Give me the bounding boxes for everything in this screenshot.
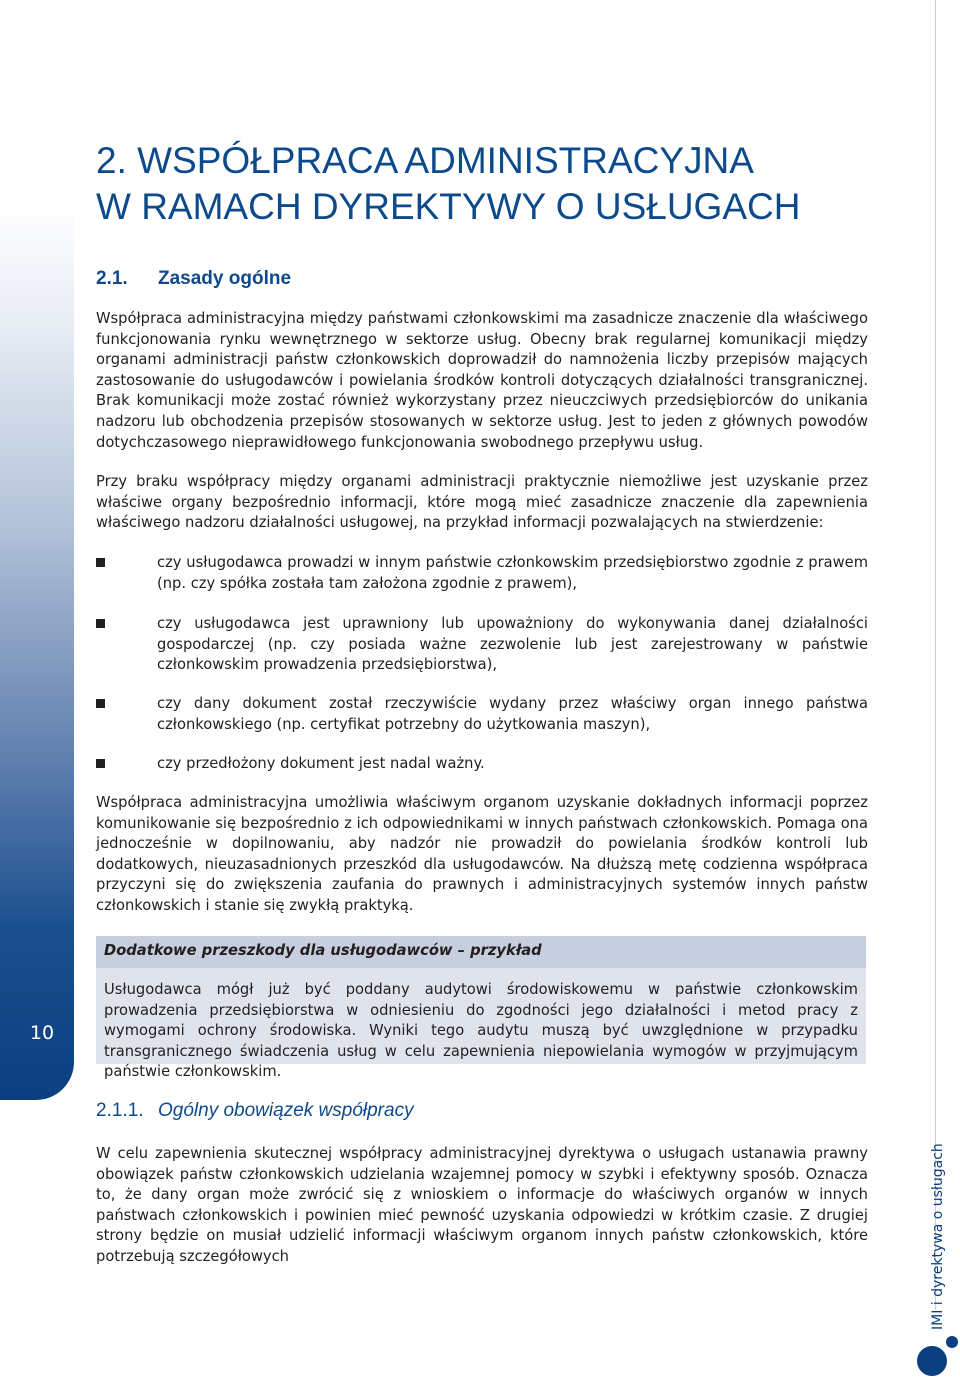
section-heading [96,268,291,290]
subsection-number: 2.1.1. [96,1100,144,1121]
list-item-text: czy usługodawca prowadzi w innym państwie członkowskim przedsiębiorstwo zgodnie z prawem (np. czy spółka została tam założona zgodnie z prawem), [157,554,868,592]
bullet-square-icon [96,619,105,628]
chapter-title-line-1: 2. WSPÓŁPRACA ADMINISTRACYJNA [96,140,754,181]
context-paragraph: Przy braku współpracy między organami administracji praktycznie niemożliwe jest uzyskanie przez właściwe organy bezpośrednio informacji, które mogą mieć zasadnicze znaczenie dla zapewnienia właściwego nadzoru działalności usługowej, na przykład informacji pozwalających na stwierdzenie: [96,473,868,532]
bullet-square-icon [96,558,105,567]
list-item-text: czy przedłożony dokument jest nadal ważny. [157,755,485,772]
chapter-title-line-2: W RAMACH DYREKTYWY O USŁUGACH [96,186,801,227]
page-number: 10 [29,1022,55,1044]
footer-dot-large-icon [917,1346,947,1376]
bullet-square-icon [96,699,105,708]
list-item-text: czy dany dokument został rzeczywiście wydany przez właściwy organ innego państwa członkowskiego (np. certyfikat potrzebny do użytkowania maszyn), [157,695,868,733]
section-number: 2.1. [96,268,128,289]
list-item-text: czy usługodawca jest uprawniony lub upoważniony do wykonywania danej działalności gospodarczej (np. czy posiada ważne zezwolenie lub jest zarejestrowany w państwie członkowskim prowadzenia przedsiębiorstwa), [157,615,868,674]
bullet-square-icon [96,759,105,768]
example-box-title: Dodatkowe przeszkody dla usługodawców – przykład [104,942,542,959]
footer-dot-small-icon [946,1336,958,1348]
example-box [96,936,866,1081]
closing-paragraph: Współpraca administracyjna umożliwia właściwym organom uzyskanie dokładnych informacji poprzez komunikowanie się bezpośrednio z ich odpowiednikami w innych państwach członkowskich. Pomaga ona jednocześnie w dopilnowaniu, aby nadzór nie prowadził do powielania środków kontroli lub dodatkowych, nieuzasadnionych przeszkód dla usługodawców. Na dłuższą metę codzienna współpraca przyczyni się do zwiększenia zaufania do prawnych i administracyjnych systemów innych państw członkowskich i stanie się zwykłą praktyką. [96,794,868,914]
running-footer: IMI i dyrektywa o usługach [930,1143,946,1330]
section-title: Zasady ogólne [158,268,292,289]
chapter-title [96,138,800,230]
page-side-band [0,0,74,1100]
intro-paragraph: Współpraca administracyjna między państwami członkowskimi ma zasadnicze znaczenie dla właściwego funkcjonowania rynku wewnętrznego w sektorze usług. Obecny brak regularnej komunikacji między organami administracji państw członkowskich doprowadził do namnożenia liczby przepisów mających zastosowanie do usługodawców i powielania środków kontroli dotyczących działalności transgranicznej. Brak komunikacji może zostać również wykorzystany przez nieuczciwych przedsiębiorców do unikania nadzoru lub obchodzenia przepisów stosowanych w sektorze usług. Jest to jeden z głównych powodów dotychczasowego nieprawidłowego funkcjonowania swobodnego przepływu usług. [96,310,868,451]
subsection-title: Ogólny obowiązek współpracy [158,1100,414,1121]
margin-rule [935,0,936,1310]
example-box-header [96,936,866,968]
subsection-paragraph: W celu zapewnienia skutecznej współpracy administracyjnej dyrektywa o usługach ustanawia prawny obowiązek państw członkowskich udzielania wzajemnej pomocy w szybki i efektywny sposób. Oznacza to, że dany organ może zwrócić się z wnioskiem o informacje do właściwych organów w innych państwach członkowskich i powinien mieć pewność uzyskania odpowiedzi w krótkim czasie. Z drugiej strony będzie on musiał udzielić informacji właściwym organom innych państw członkowskich, które potrzebują szczegółowych [96,1145,868,1265]
subsection-heading [96,1100,414,1122]
example-box-body: Usługodawca mógł już być poddany audytowi środowiskowemu w państwie członkowskim prowadzenia przedsiębiorstwa w odniesieniu do zgodności jego działalności i metod pracy z wymogami ochrony środowiska. Wyniki tego audytu muszą być uwzględnione w przypadku transgranicznego świadczenia usług w celu zapewnienia niepowielania wymogów w przyjmującym państwie członkowskim. [104,981,858,1081]
